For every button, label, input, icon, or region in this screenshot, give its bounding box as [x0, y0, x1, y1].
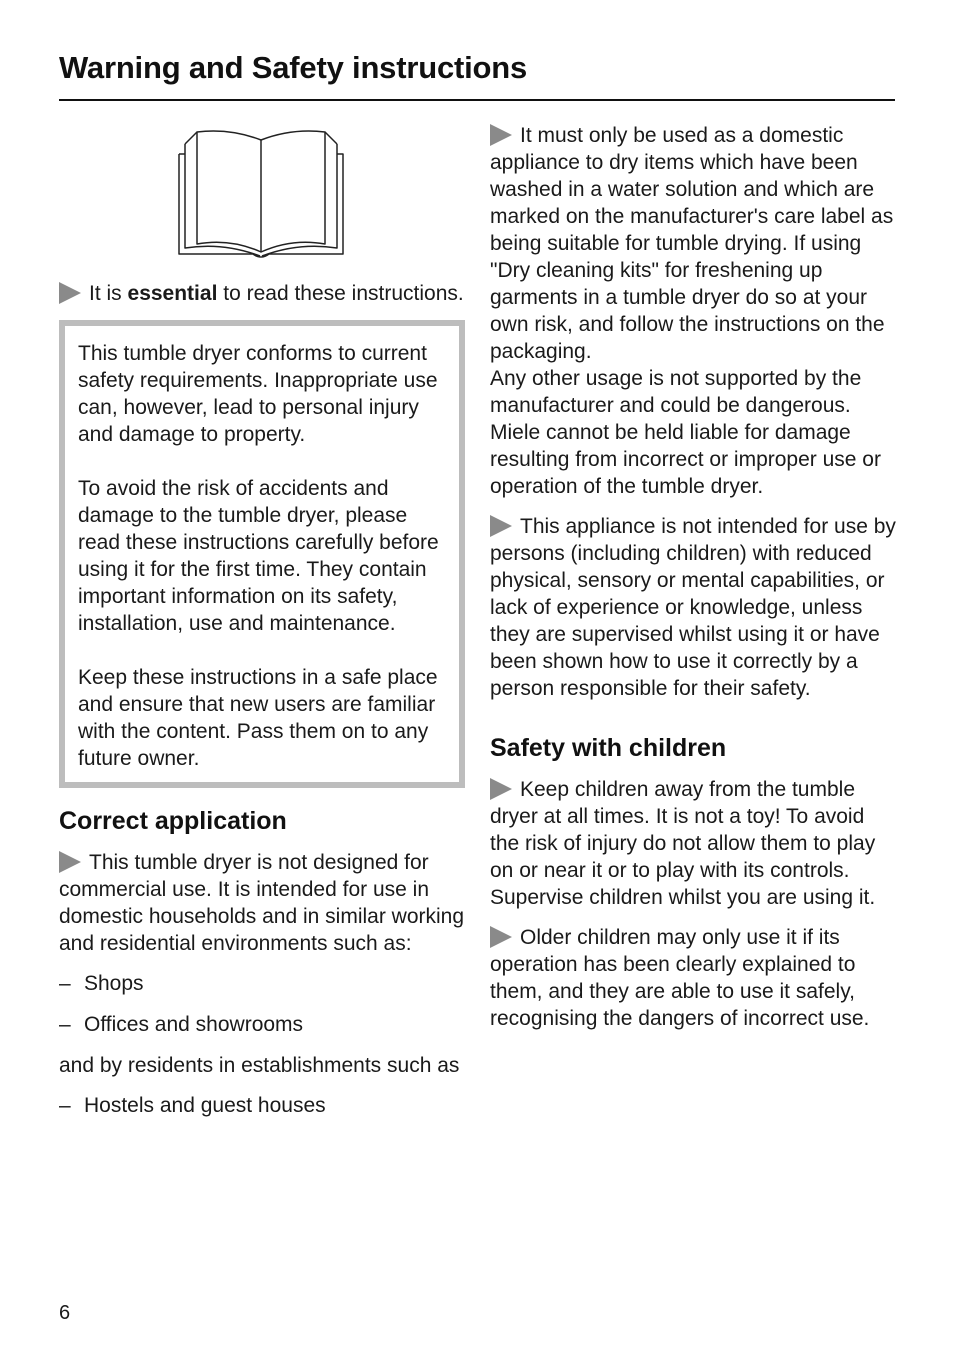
- list-item-label: Offices and showrooms: [84, 1013, 304, 1036]
- dash-marker: –: [59, 1094, 71, 1117]
- connector-text: and by residents in establishments such as: [59, 1054, 460, 1077]
- correct-application-text: This tumble dryer is not designed for commercial use. It is intended for use in domestic households and in similar working and residential environments such as:: [59, 851, 465, 955]
- right-column: [490, 122, 896, 1045]
- safety-notice-box: [59, 320, 465, 788]
- list-item: [59, 1011, 465, 1038]
- intro-paragraph: [59, 280, 465, 307]
- list-item: [59, 1092, 465, 1119]
- correct-application-bullet: [59, 849, 465, 957]
- older-children-text: Older children may only use it if its operation has been clearly explained to them, and they are able to use it safely, recognising the dangers of incorrect use.: [490, 926, 870, 1030]
- children-text: Keep children away from the tumble dryer at all times. It is not a toy! To avoid the risk of injury do not allow them to play on or near it or to play with its controls. Supervise children whilst you are using it.: [490, 778, 876, 909]
- page-number: 6: [59, 1302, 71, 1324]
- triangle-bullet-icon: [59, 282, 81, 304]
- triangle-bullet-icon: [59, 851, 81, 873]
- liability-paragraph: Any other usage is not supported by the manufacturer and could be dangerous. Miele cannot be held liable for damage resulting from incorrect or improper use or operation of the tumble dryer.: [490, 367, 881, 498]
- list-item-label: Hostels and guest houses: [84, 1094, 326, 1117]
- children-bullet: [490, 776, 896, 911]
- triangle-bullet-icon: [490, 124, 512, 146]
- correct-application-heading: Correct application: [59, 807, 287, 835]
- notice-paragraph: This tumble dryer conforms to current safety requirements. Inappropriate use can, however, lead to personal injury and damage to property.: [78, 342, 438, 446]
- domestic-use-bullet: [490, 122, 896, 365]
- triangle-bullet-icon: [490, 926, 512, 948]
- triangle-bullet-icon: [490, 515, 512, 537]
- title-divider: [59, 99, 895, 101]
- open-book-icon: [175, 126, 347, 260]
- list-item: [59, 970, 465, 997]
- safety-children-heading: Safety with children: [490, 734, 727, 762]
- triangle-bullet-icon: [490, 778, 512, 800]
- dash-marker: –: [59, 1013, 71, 1036]
- capabilities-bullet: [490, 513, 896, 702]
- list-item-label: Shops: [84, 972, 144, 995]
- domestic-use-text: It must only be used as a domestic appliance to dry items which have been washed in a water solution and which are marked on the manufacturer's care label as being suitable for tumble drying. If using "Dry cleaning kits" for freshening up garments in a tumble dryer do so at your own risk, and follow the instructions on the packaging.: [490, 124, 894, 363]
- intro-suffix: to read these instructions.: [223, 282, 464, 305]
- notice-paragraph: To avoid the risk of accidents and damage to the tumble dryer, please read these instructions carefully before using it for the first time. They contain important information on its safety, installation, use and maintenance.: [78, 477, 439, 635]
- notice-paragraph: Keep these instructions in a safe place and ensure that new users are familiar with the content. Pass them on to any future owner.: [78, 666, 438, 770]
- older-children-bullet: [490, 924, 896, 1032]
- page-title: Warning and Safety instructions: [59, 50, 528, 85]
- capabilities-text: This appliance is not intended for use by persons (including children) with reduced physical, sensory or mental capabilities, or lack of experience or knowledge, unless they are supervised whilst using it or have been shown how to use it correctly by a person responsible for their safety.: [490, 515, 896, 700]
- intro-emphasis: essential: [127, 282, 218, 305]
- left-column: [59, 122, 465, 1133]
- dash-marker: –: [59, 972, 71, 995]
- intro-prefix: It is: [89, 282, 122, 305]
